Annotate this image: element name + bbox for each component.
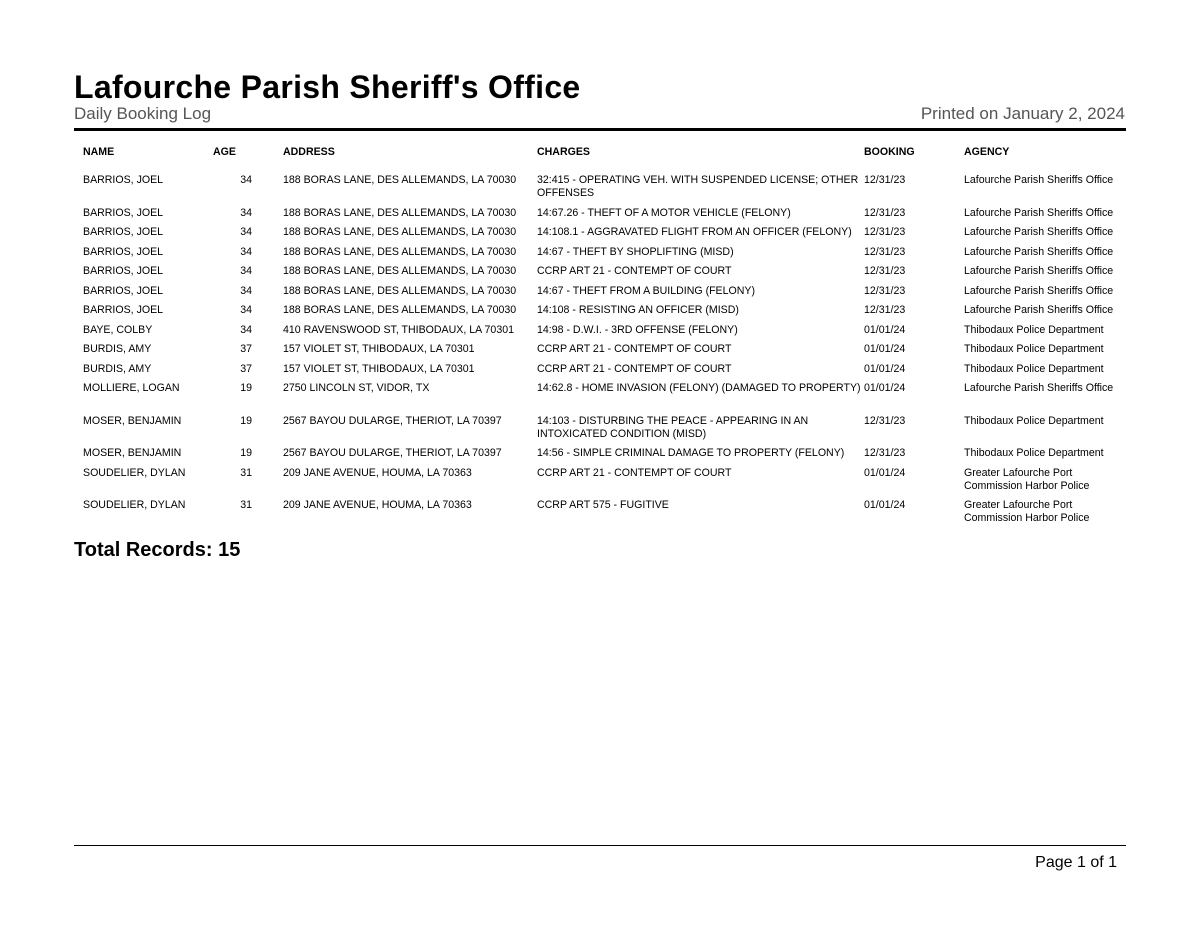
cell-spacer <box>252 226 283 246</box>
table-row <box>83 467 1126 500</box>
cell-name: BARRIOS, JOEL <box>83 284 164 297</box>
table-row <box>83 304 1126 324</box>
cell-age: 31 <box>240 499 252 511</box>
cell-booking: 12/31/23 <box>864 206 906 219</box>
footer-divider <box>74 845 1126 846</box>
cell-booking: 01/01/24 <box>864 323 906 336</box>
cell-spacer <box>252 382 283 415</box>
total-records: Total Records: 15 <box>74 539 241 561</box>
cell-agency: Thibodaux Police Department <box>964 447 1104 459</box>
page-number: Page 1 of 1 <box>1035 854 1117 871</box>
page-title: Lafourche Parish Sheriff's Office <box>74 69 581 105</box>
table-row <box>83 415 1126 448</box>
cell-name: BARRIOS, JOEL <box>83 206 164 219</box>
table-row <box>83 343 1126 363</box>
cell-age: 31 <box>240 466 252 479</box>
table-row <box>83 226 1126 246</box>
cell-address: 2567 BAYOU DULARGE, THERIOT, LA 70397 <box>283 447 502 459</box>
cell-charges: 14:108 - RESISTING AN OFFICER (MISD) <box>537 304 739 316</box>
column-spacer <box>252 146 283 174</box>
cell-agency: Lafourche Parish Sheriffs Office <box>964 226 1114 238</box>
cell-name: MOSER, BENJAMIN <box>83 414 182 427</box>
cell-booking: 12/31/23 <box>864 174 906 186</box>
cell-name: BARRIOS, JOEL <box>83 174 164 186</box>
printed-date: Printed on January 2, 2024 <box>920 104 1125 123</box>
table-row <box>83 265 1126 285</box>
cell-booking: 01/01/24 <box>864 343 906 355</box>
cell-booking: 01/01/24 <box>864 382 906 394</box>
cell-address: 157 VIOLET ST, THIBODAUX, LA 70301 <box>283 343 475 355</box>
cell-age: 19 <box>240 414 252 427</box>
cell-agency: Thibodaux Police Department <box>964 362 1104 375</box>
cell-address: 188 BORAS LANE, DES ALLEMANDS, LA 70030 <box>283 206 517 219</box>
cell-agency: Thibodaux Police Department <box>964 323 1104 336</box>
cell-age: 34 <box>240 174 252 186</box>
cell-address: 209 JANE AVENUE, HOUMA, LA 70363 <box>283 466 472 479</box>
cell-booking: 12/31/23 <box>864 226 906 238</box>
cell-booking: 01/01/24 <box>864 466 906 479</box>
cell-charges: CCRP ART 21 - CONTEMPT OF COURT <box>537 265 732 277</box>
cell-name: BURDIS, AMY <box>83 343 152 355</box>
cell-address: 2567 BAYOU DULARGE, THERIOT, LA 70397 <box>283 414 502 427</box>
cell-name: BARRIOS, JOEL <box>83 245 164 258</box>
cell-address: 188 BORAS LANE, DES ALLEMANDS, LA 70030 <box>283 174 517 186</box>
cell-charges: 14:56 - SIMPLE CRIMINAL DAMAGE TO PROPERTY (FELONY) <box>537 447 845 459</box>
cell-charges: 14:67 - THEFT BY SHOPLIFTING (MISD) <box>537 245 734 258</box>
table-row <box>83 207 1126 227</box>
table-body <box>83 174 1126 532</box>
booking-table <box>83 146 1126 532</box>
cell-address: 2750 LINCOLN ST, VIDOR, TX <box>283 382 430 394</box>
column-header-name: NAME <box>83 146 115 158</box>
header-divider <box>74 128 1126 131</box>
cell-name: BARRIOS, JOEL <box>83 304 164 316</box>
table-row <box>83 174 1126 207</box>
cell-agency: Thibodaux Police Department <box>964 414 1104 427</box>
cell-agency: Thibodaux Police Department <box>964 343 1104 355</box>
cell-charges: CCRP ART 21 - CONTEMPT OF COURT <box>537 362 732 375</box>
cell-address: 188 BORAS LANE, DES ALLEMANDS, LA 70030 <box>283 245 517 258</box>
cell-spacer <box>252 447 283 467</box>
cell-booking: 01/01/24 <box>864 362 906 375</box>
cell-charges: 14:67 - THEFT FROM A BUILDING (FELONY) <box>537 284 756 297</box>
page-subtitle: Daily Booking Log <box>74 104 212 123</box>
column-header-address: ADDRESS <box>283 146 335 158</box>
cell-address: 209 JANE AVENUE, HOUMA, LA 70363 <box>283 499 472 511</box>
cell-age: 34 <box>240 304 252 316</box>
cell-name: MOLLIERE, LOGAN <box>83 382 180 394</box>
cell-age: 19 <box>240 447 252 459</box>
cell-spacer <box>252 363 283 383</box>
cell-name: BAYE, COLBY <box>83 323 153 336</box>
cell-spacer <box>252 415 283 448</box>
cell-spacer <box>252 343 283 363</box>
table-row <box>83 363 1126 383</box>
table-row <box>83 447 1126 467</box>
cell-charges: 32:415 - OPERATING VEH. WITH SUSPENDED LICENSE; OTHER OFFENSES <box>537 174 859 199</box>
cell-age: 34 <box>240 323 252 336</box>
cell-age: 37 <box>240 362 252 375</box>
cell-agency: Lafourche Parish Sheriffs Office <box>964 206 1114 219</box>
table-row <box>83 324 1126 344</box>
cell-age: 34 <box>240 265 252 277</box>
cell-age: 34 <box>240 245 252 258</box>
cell-spacer <box>252 174 283 207</box>
cell-address: 188 BORAS LANE, DES ALLEMANDS, LA 70030 <box>283 284 517 297</box>
cell-charges: CCRP ART 21 - CONTEMPT OF COURT <box>537 343 732 355</box>
booking-log-page <box>74 0 1126 927</box>
cell-booking: 12/31/23 <box>864 265 906 277</box>
cell-spacer <box>252 285 283 305</box>
cell-spacer <box>252 467 283 500</box>
table-row <box>83 285 1126 305</box>
cell-agency: Greater Lafourche Port Commission Harbor Police <box>964 466 1090 492</box>
cell-charges: 14:67.26 - THEFT OF A MOTOR VEHICLE (FELONY) <box>537 206 791 219</box>
table-header-row <box>83 146 1126 174</box>
table-row <box>83 499 1126 532</box>
cell-booking: 12/31/23 <box>864 304 906 316</box>
cell-booking: 12/31/23 <box>864 245 906 258</box>
column-header-booking: BOOKING <box>864 146 915 158</box>
cell-address: 410 RAVENSWOOD ST, THIBODAUX, LA 70301 <box>283 323 514 336</box>
table-row <box>83 382 1126 415</box>
cell-charges: 14:103 - DISTURBING THE PEACE - APPEARING IN AN INTOXICATED CONDITION (MISD) <box>537 414 809 440</box>
column-header-age: AGE <box>213 146 236 158</box>
cell-name: BURDIS, AMY <box>83 362 152 375</box>
cell-name: MOSER, BENJAMIN <box>83 447 182 459</box>
cell-age: 37 <box>240 343 252 355</box>
cell-address: 157 VIOLET ST, THIBODAUX, LA 70301 <box>283 362 475 375</box>
table-row <box>83 246 1126 266</box>
cell-agency: Lafourche Parish Sheriffs Office <box>964 382 1114 394</box>
cell-charges: CCRP ART 575 - FUGITIVE <box>537 499 669 511</box>
cell-spacer <box>252 265 283 285</box>
cell-agency: Lafourche Parish Sheriffs Office <box>964 284 1114 297</box>
cell-spacer <box>252 246 283 266</box>
cell-spacer <box>252 324 283 344</box>
cell-age: 34 <box>240 206 252 219</box>
cell-agency: Lafourche Parish Sheriffs Office <box>964 245 1114 258</box>
cell-spacer <box>252 499 283 532</box>
cell-agency: Lafourche Parish Sheriffs Office <box>964 174 1114 186</box>
cell-spacer <box>252 304 283 324</box>
cell-name: SOUDELIER, DYLAN <box>83 499 186 511</box>
cell-address: 188 BORAS LANE, DES ALLEMANDS, LA 70030 <box>283 304 517 316</box>
cell-booking: 12/31/23 <box>864 414 906 427</box>
cell-charges: 14:98 - D.W.I. - 3RD OFFENSE (FELONY) <box>537 323 738 336</box>
cell-booking: 01/01/24 <box>864 499 906 511</box>
cell-agency: Lafourche Parish Sheriffs Office <box>964 265 1114 277</box>
cell-age: 19 <box>240 382 252 394</box>
cell-charges: 14:108.1 - AGGRAVATED FLIGHT FROM AN OFFICER (FELONY) <box>537 226 852 238</box>
cell-age: 34 <box>240 284 252 297</box>
cell-charges: 14:62.8 - HOME INVASION (FELONY) (DAMAGED TO PROPERTY) <box>537 382 861 394</box>
cell-address: 188 BORAS LANE, DES ALLEMANDS, LA 70030 <box>283 265 517 277</box>
column-header-agency: AGENCY <box>964 146 1010 158</box>
cell-name: BARRIOS, JOEL <box>83 226 164 238</box>
cell-spacer <box>252 207 283 227</box>
cell-agency: Lafourche Parish Sheriffs Office <box>964 304 1114 316</box>
cell-agency: Greater Lafourche Port Commission Harbor Police <box>964 499 1090 524</box>
cell-name: BARRIOS, JOEL <box>83 265 164 277</box>
cell-name: SOUDELIER, DYLAN <box>83 466 186 479</box>
column-header-charges: CHARGES <box>537 146 590 158</box>
cell-address: 188 BORAS LANE, DES ALLEMANDS, LA 70030 <box>283 226 517 238</box>
cell-charges: CCRP ART 21 - CONTEMPT OF COURT <box>537 466 732 479</box>
cell-age: 34 <box>240 226 252 238</box>
cell-booking: 12/31/23 <box>864 447 906 459</box>
cell-booking: 12/31/23 <box>864 284 906 297</box>
